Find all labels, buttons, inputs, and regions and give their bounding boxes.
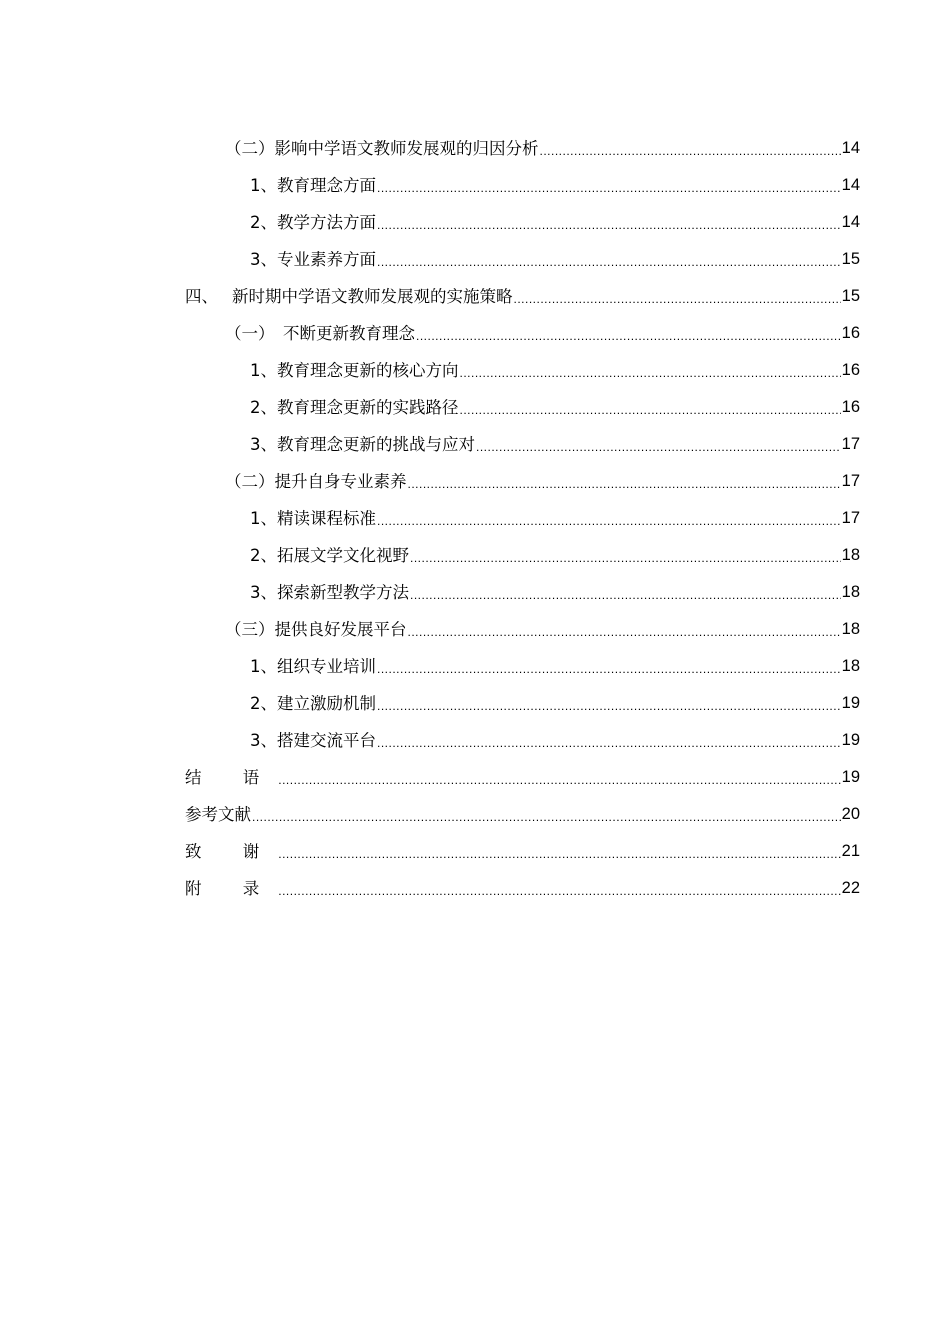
toc-leader-dots (377, 731, 841, 759)
toc-leader-dots (377, 694, 841, 722)
toc-entry[interactable] (185, 500, 860, 537)
toc-entry[interactable] (185, 796, 860, 833)
toc-page-number: 19 (841, 694, 860, 712)
toc-entry[interactable] (185, 611, 860, 648)
toc-leader-dots (540, 139, 841, 167)
toc-entry[interactable] (185, 870, 860, 907)
toc-entry-number: （一） (225, 324, 275, 343)
toc-leader-dots (514, 287, 841, 315)
toc-leader-dots (377, 176, 841, 204)
toc-leader-dots (278, 842, 840, 870)
toc-entry-title: 建立激励机制 (277, 694, 376, 713)
toc-entry[interactable] (185, 315, 860, 352)
toc-entry-number: 1、 (250, 657, 277, 676)
toc-entry[interactable] (185, 685, 860, 722)
toc-entry-number: 1、 (250, 176, 277, 195)
toc-entry[interactable] (185, 130, 860, 167)
toc-entry-title: 附 录 (185, 879, 278, 898)
toc-page-number: 16 (841, 361, 860, 379)
toc-leader-dots (476, 435, 841, 463)
toc-leader-dots (460, 398, 841, 426)
toc-page-number: 18 (841, 657, 860, 675)
toc-leader-dots (377, 250, 841, 278)
toc-entry-title: 参考文献 (185, 805, 251, 824)
toc-entry-title: 不断更新教育理念 (283, 324, 415, 343)
toc-leader-dots (377, 509, 841, 537)
toc-page-number: 16 (841, 324, 860, 342)
toc-leader-dots (408, 472, 841, 500)
toc-entry-title: 提供良好发展平台 (274, 620, 407, 639)
toc-page-number: 14 (841, 213, 860, 231)
toc-page-number: 15 (841, 287, 860, 305)
toc-page-number: 15 (841, 250, 860, 268)
toc-entry-number: 四、 (185, 287, 218, 306)
toc-leader-dots (278, 768, 840, 796)
toc-page-number: 18 (841, 583, 860, 601)
toc-entry-title: 组织专业培训 (277, 657, 376, 676)
toc-entry-title: 新时期中学语文教师发展观的实施策略 (232, 287, 513, 306)
toc-entry-title: 教育理念更新的实践路径 (277, 398, 459, 417)
toc-page-number: 14 (841, 176, 860, 194)
toc-entry-title: 教育理念方面 (277, 176, 376, 195)
toc-page-number: 17 (841, 435, 860, 453)
toc-entry[interactable] (185, 241, 860, 278)
toc-entry[interactable] (185, 389, 860, 426)
toc-entry-title: 致 谢 (185, 842, 278, 861)
toc-entry[interactable] (185, 463, 860, 500)
toc-entry-number: 1、 (250, 361, 277, 380)
toc-page-number: 17 (841, 472, 860, 490)
toc-entry-number: 3、 (250, 250, 277, 269)
toc-leader-dots (377, 657, 841, 685)
toc-entry-number: （二） (225, 472, 275, 491)
toc-page-number: 21 (841, 842, 860, 860)
toc-entry[interactable] (185, 426, 860, 463)
toc-entry[interactable] (185, 833, 860, 870)
toc-page-number: 18 (841, 546, 860, 564)
toc-page-number: 18 (841, 620, 860, 638)
toc-entry[interactable] (185, 167, 860, 204)
toc-entry[interactable] (185, 537, 860, 574)
toc-entry-number: 2、 (250, 398, 277, 417)
toc-entry-title: 影响中学语文教师发展观的归因分析 (274, 139, 539, 158)
toc-entry-title: 搭建交流平台 (277, 731, 376, 750)
toc-leader-dots (252, 805, 841, 833)
toc-entry-title: 拓展文学文化视野 (277, 546, 409, 565)
toc-entry-title: 提升自身专业素养 (274, 472, 407, 491)
toc-entry-number: 3、 (250, 435, 277, 454)
toc-entry-title: 精读课程标准 (277, 509, 376, 528)
toc-entry[interactable] (185, 278, 860, 315)
toc-entry[interactable] (185, 574, 860, 611)
toc-entry-number: 3、 (250, 583, 277, 602)
toc-entry[interactable] (185, 759, 860, 796)
toc-entry-number: （三） (225, 620, 275, 639)
toc-page-number: 17 (841, 509, 860, 527)
toc-entry-title: 教育理念更新的挑战与应对 (277, 435, 475, 454)
toc-leader-dots (408, 620, 841, 648)
toc-page-number: 19 (841, 768, 860, 786)
toc-leader-dots (410, 583, 841, 611)
toc-entry-title: 结 语 (185, 768, 278, 787)
toc-leader-dots (410, 546, 841, 574)
toc-entry[interactable] (185, 722, 860, 759)
toc-page-number: 14 (841, 139, 860, 157)
toc-entry-number: 3、 (250, 731, 277, 750)
toc-leader-dots (278, 879, 840, 907)
toc-page-number: 20 (841, 805, 860, 823)
toc-page-number: 16 (841, 398, 860, 416)
table-of-contents (185, 130, 860, 907)
toc-page-number: 19 (841, 731, 860, 749)
toc-leader-dots (416, 324, 841, 352)
toc-entry[interactable] (185, 352, 860, 389)
toc-entry-title: 探索新型教学方法 (277, 583, 409, 602)
toc-page-number: 22 (841, 879, 860, 897)
toc-leader-dots (377, 213, 841, 241)
toc-entry-title: 专业素养方面 (277, 250, 376, 269)
toc-entry[interactable] (185, 204, 860, 241)
toc-entry-number: 1、 (250, 509, 277, 528)
toc-entry[interactable] (185, 648, 860, 685)
toc-entry-number: 2、 (250, 546, 277, 565)
toc-entry-title: 教育理念更新的核心方向 (277, 361, 459, 380)
toc-entry-number: 2、 (250, 694, 277, 713)
toc-entry-title: 教学方法方面 (277, 213, 376, 232)
toc-entry-number: 2、 (250, 213, 277, 232)
toc-entry-number: （二） (225, 139, 275, 158)
toc-leader-dots (460, 361, 841, 389)
